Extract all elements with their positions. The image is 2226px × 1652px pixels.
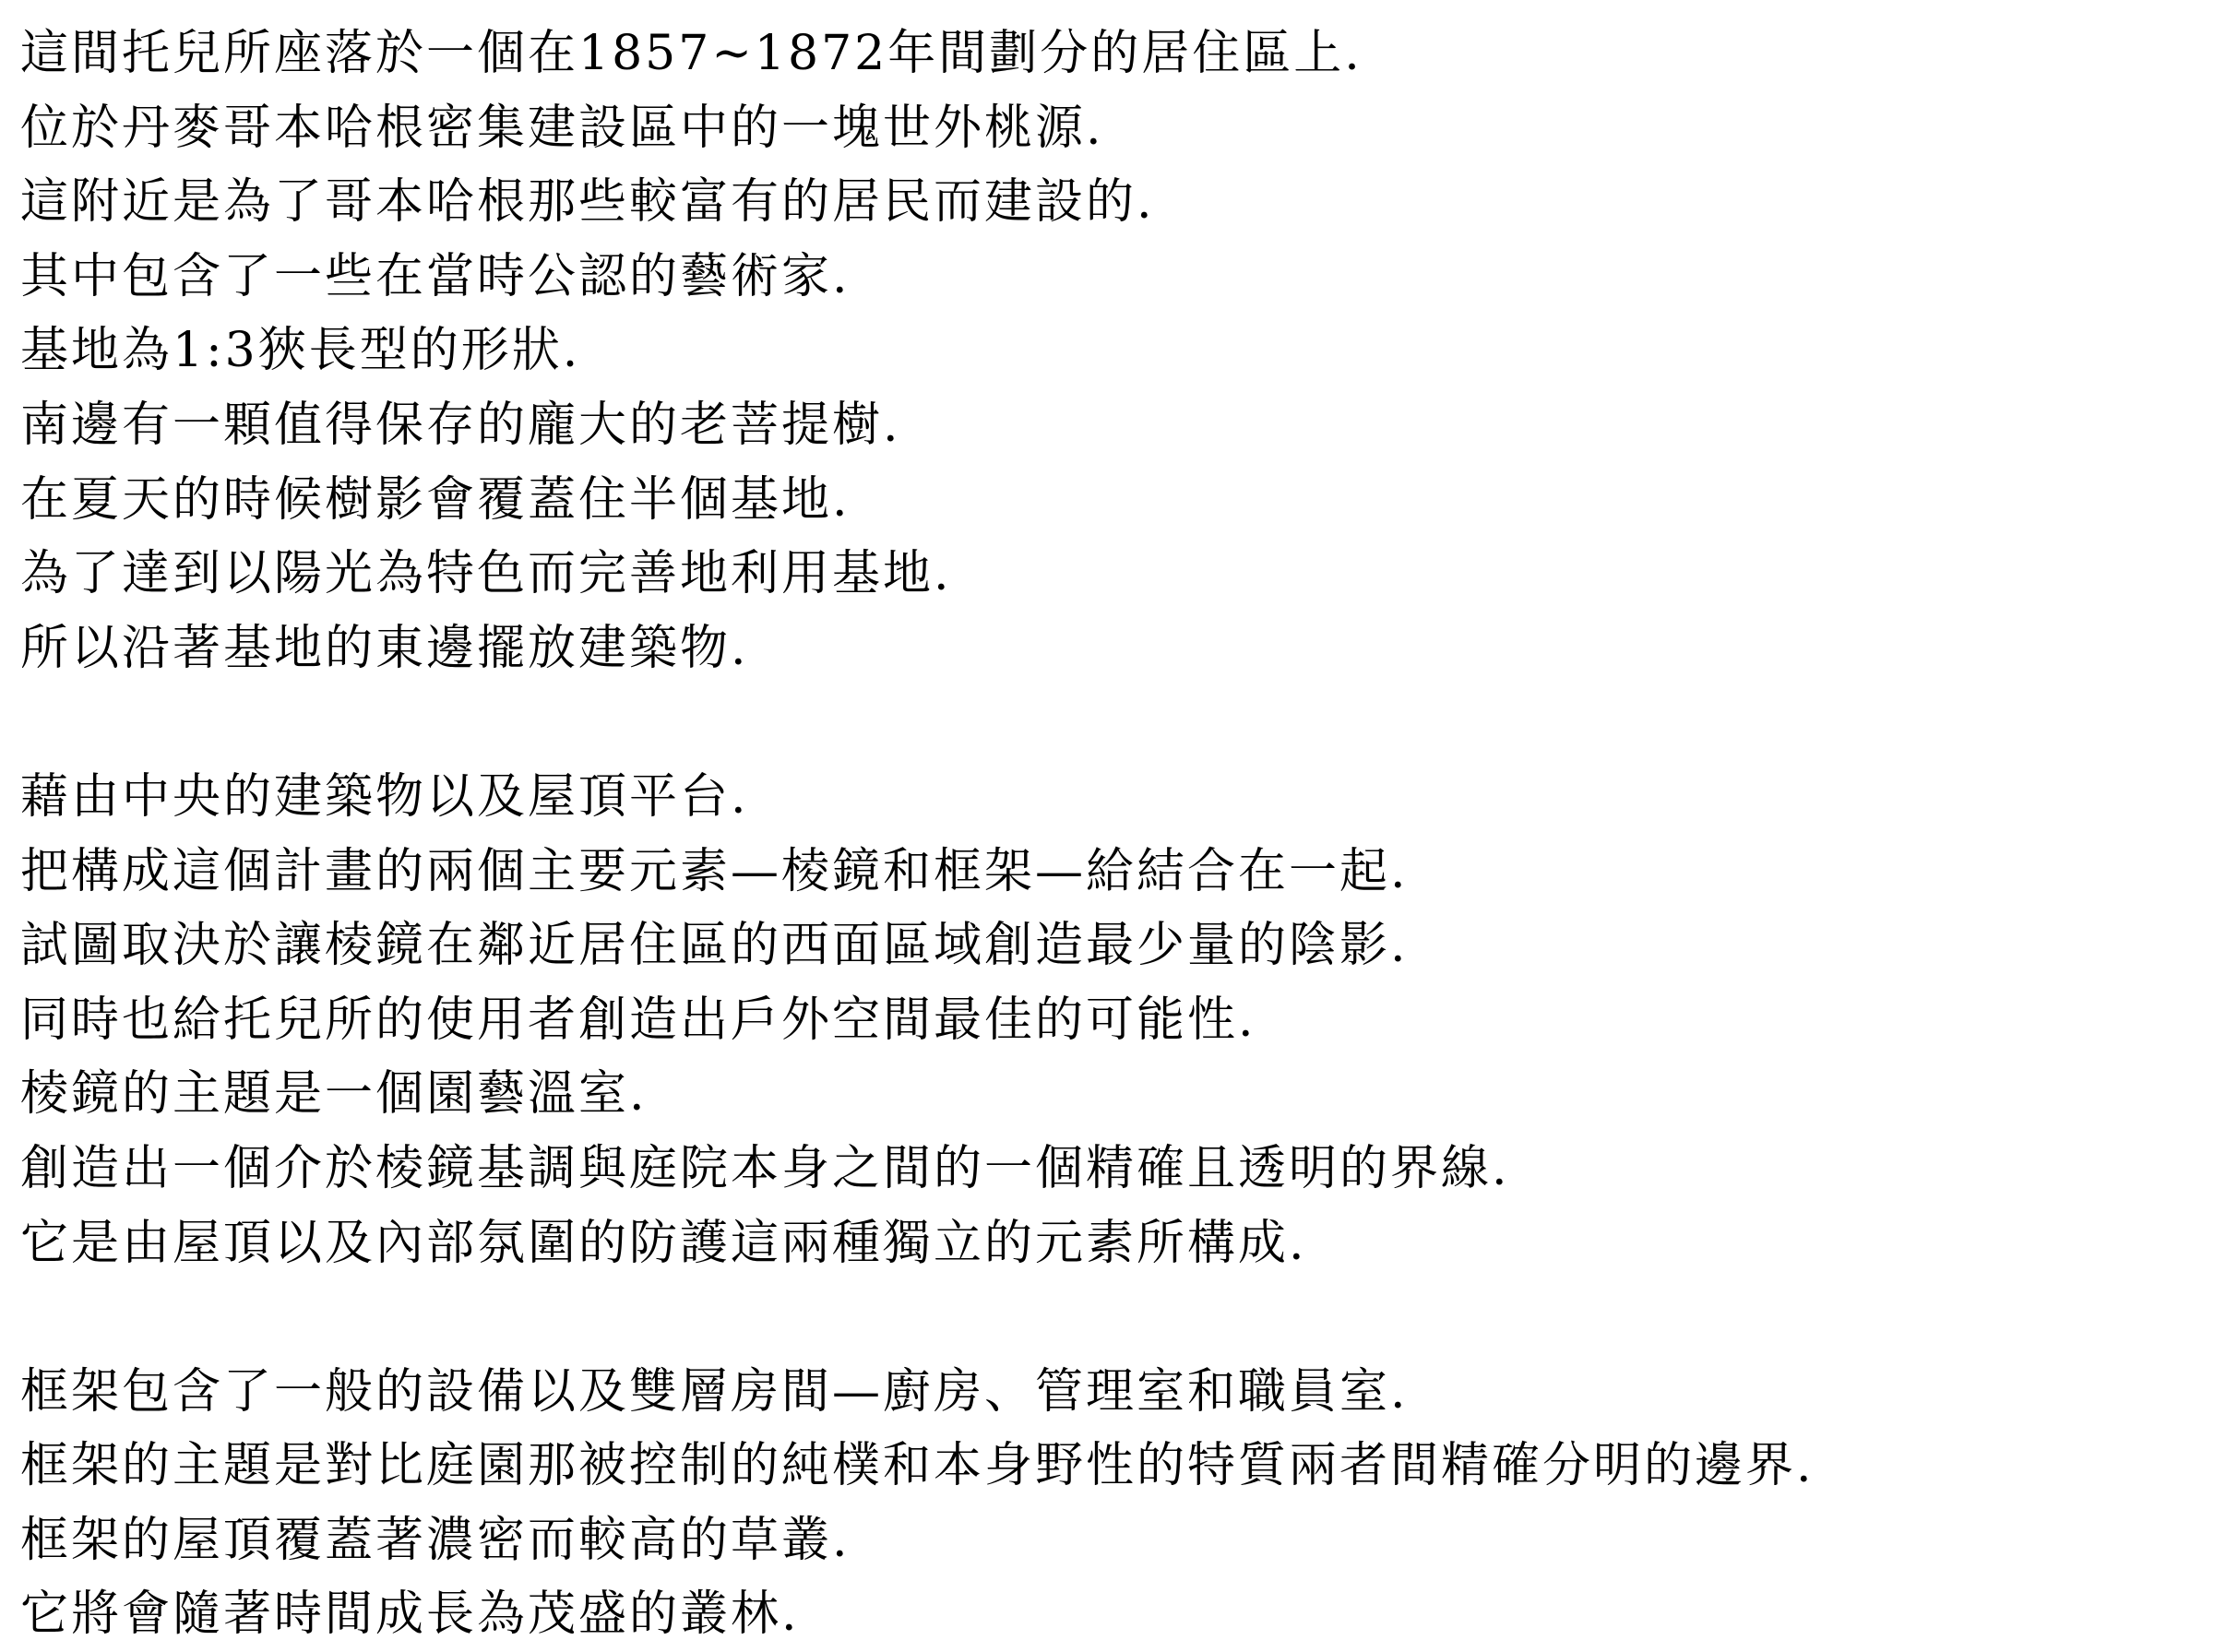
text-line: 框架的主題是對比庭園那被控制的純樸和本身野性的特質兩者間精確分明的邊界. [20, 1438, 1815, 1494]
text-line: 棱鏡的主題是一個園藝溫室. [20, 1066, 648, 1123]
text-line: 框架包含了一般的設備以及雙層房間—廚房、管理室和職員室. [20, 1363, 1409, 1420]
text-line: 南邊有一顆值得保存的龐大的老菩提樹. [20, 397, 901, 453]
text-line: 這附近是為了哥本哈根那些較富有的居民而建設的. [20, 174, 1155, 231]
text-line: 創造出一個介於棱鏡基調與庭院本身之間的一個精確且透明的界線. [20, 1140, 1510, 1196]
text-line: 同時也給托兒所的使用者創造出戶外空間最佳的可能性. [20, 992, 1256, 1048]
text-line: 在夏天的時候樹影會覆蓋住半個基地. [20, 471, 851, 528]
text-line: 它是由屋頂以及內部氛圍的防護這兩種獨立的元素所構成. [20, 1215, 1307, 1271]
text-line: 位於丹麥哥本哈根密集建設區中的一塊世外桃源. [20, 100, 1104, 156]
text-line: 其中包含了一些在當時公認的藝術家. [20, 248, 851, 304]
text-line: 試圖取決於讓棱鏡在鄰近居住區的西面區域創造最少量的陰影. [20, 918, 1409, 974]
paragraph-site [20, 17, 2216, 685]
document-body [20, 17, 2216, 1652]
paragraph-prism [20, 760, 2216, 1280]
paragraph-frame [20, 1355, 2216, 1652]
text-line: 這間托兒所座落於一個在1857~1872年間劃分的居住區上. [20, 26, 1363, 81]
text-line: 為了達到以陽光為特色而完善地利用基地. [20, 546, 952, 602]
text-line: 藉由中央的建築物以及屋頂平台. [20, 768, 749, 825]
text-line: 基地為1:3狹長型的形狀. [20, 323, 581, 379]
text-line: 所以沿著基地的東邊擺放建築物. [20, 620, 749, 676]
text-line: 把構成這個計畫的兩個主要元素—棱鏡和框架—給結合在一起. [20, 843, 1409, 899]
text-line: 框架的屋頂覆蓋著濃密而較高的草叢. [20, 1512, 851, 1568]
text-line: 它將會隨著時間成長為茂盛的叢林. [20, 1587, 800, 1643]
